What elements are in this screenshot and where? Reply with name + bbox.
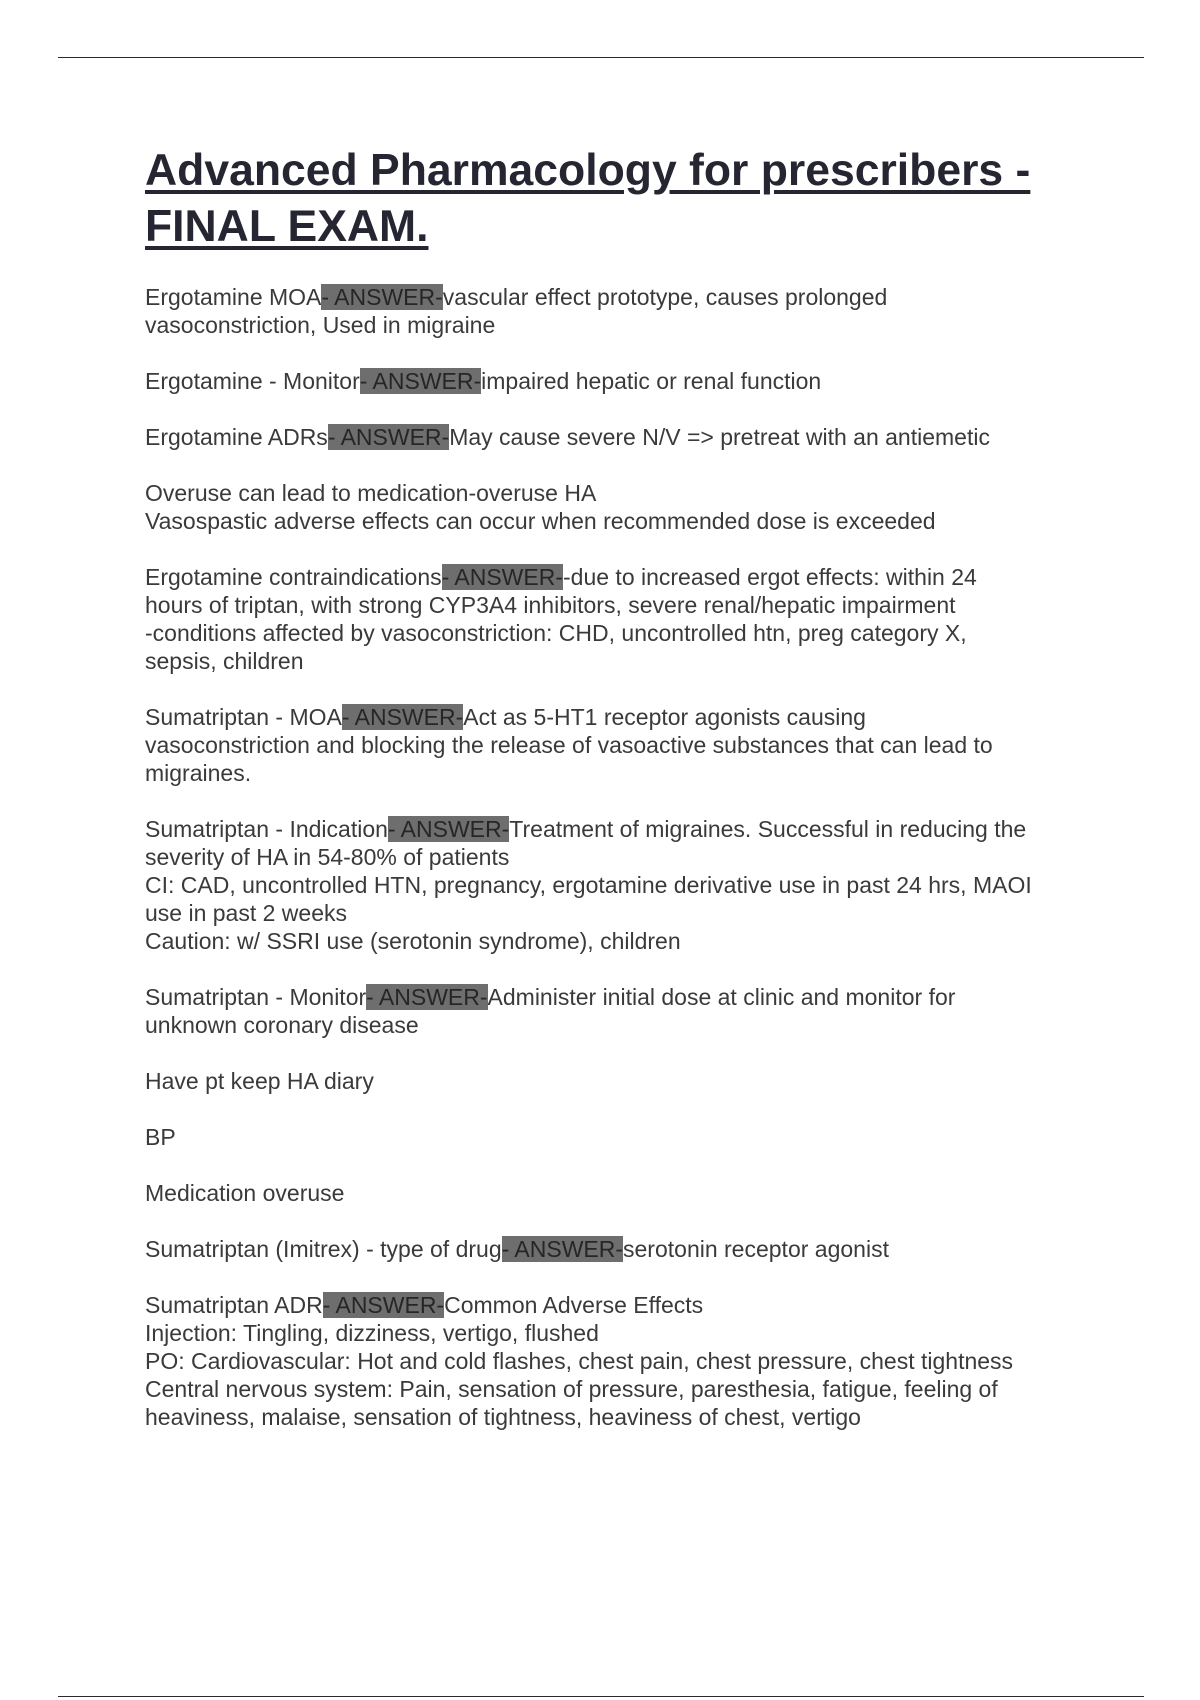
qa-entry xyxy=(145,283,1085,339)
answer-line: Injection: Tingling, dizziness, vertigo, flushed xyxy=(145,1320,599,1346)
answer-line: -conditions affected by vasoconstriction: CHD, uncontrolled htn, preg category X, xyxy=(145,620,967,646)
question-line xyxy=(145,367,1085,395)
question-line xyxy=(145,1291,1085,1319)
answer-line: use in past 2 weeks xyxy=(145,900,348,926)
answer-text: May cause severe N/V => pretreat with an antiemetic xyxy=(449,424,990,450)
answer-marker: - ANSWER- xyxy=(359,368,482,394)
answer-text: Administer initial dose at clinic and monitor for xyxy=(487,984,956,1010)
answer-line: severity of HA in 54-80% of patients xyxy=(145,844,510,870)
question-text: Sumatriptan (Imitrex) - type of drug xyxy=(145,1236,502,1262)
answer-line: vasoconstriction and blocking the release of vasoactive substances that can lead to xyxy=(145,732,993,758)
answer-line: sepsis, children xyxy=(145,648,304,674)
note-line: Medication overuse xyxy=(145,1180,345,1206)
answer-marker: - ANSWER- xyxy=(441,564,563,590)
qa-entry xyxy=(145,1235,1085,1263)
bottom-rule xyxy=(58,1696,1144,1697)
qa-entry xyxy=(145,703,1085,787)
question-text: Sumatriptan - Indication xyxy=(145,816,388,842)
note-entry xyxy=(145,479,1085,535)
document-body xyxy=(145,143,1085,1459)
answer-line: heaviness, malaise, sensation of tightness, heaviness of chest, vertigo xyxy=(145,1404,861,1430)
qa-list xyxy=(145,283,1085,1431)
question-line xyxy=(145,703,1085,731)
answer-text: serotonin receptor agonist xyxy=(623,1236,889,1262)
qa-entry xyxy=(145,815,1085,955)
document-title: Advanced Pharmacology for prescribers -FINAL EXAM. xyxy=(145,146,1031,251)
qa-entry xyxy=(145,423,1085,451)
question-text: Sumatriptan ADR xyxy=(145,1292,323,1318)
question-line xyxy=(145,815,1085,843)
question-line xyxy=(145,563,1085,591)
answer-marker: - ANSWER- xyxy=(366,984,488,1010)
top-rule xyxy=(58,57,1144,58)
qa-entry xyxy=(145,1291,1085,1431)
answer-marker: - ANSWER- xyxy=(501,1236,624,1262)
answer-text: Treatment of migraines. Successful in reducing the xyxy=(509,816,1027,842)
note-entry xyxy=(145,1123,1085,1151)
answer-line: vasoconstriction, Used in migraine xyxy=(145,312,496,338)
note-entry xyxy=(145,1179,1085,1207)
note-entry xyxy=(145,1067,1085,1095)
question-line xyxy=(145,283,1085,311)
answer-line: Central nervous system: Pain, sensation of pressure, paresthesia, fatigue, feeling of xyxy=(145,1376,998,1402)
note-line: Overuse can lead to medication-overuse HA xyxy=(145,480,597,506)
question-text: Ergotamine MOA xyxy=(145,284,322,310)
answer-line: hours of triptan, with strong CYP3A4 inhibitors, severe renal/hepatic impairment xyxy=(145,592,956,618)
answer-marker: - ANSWER- xyxy=(327,424,450,450)
answer-line: CI: CAD, uncontrolled HTN, pregnancy, ergotamine derivative use in past 24 hrs, MAOI xyxy=(145,872,1032,898)
note-line: Vasospastic adverse effects can occur when recommended dose is exceeded xyxy=(145,508,936,534)
note-line: Have pt keep HA diary xyxy=(145,1068,374,1094)
question-line xyxy=(145,983,1085,1011)
answer-text: vascular effect prototype, causes prolonged xyxy=(442,284,888,310)
question-text: Sumatriptan - MOA xyxy=(145,704,342,730)
answer-line: migraines. xyxy=(145,760,252,786)
question-line xyxy=(145,1235,1085,1263)
answer-text: Common Adverse Effects xyxy=(444,1292,704,1318)
qa-entry xyxy=(145,563,1085,675)
question-text: Sumatriptan - Monitor xyxy=(145,984,367,1010)
question-text: Ergotamine contraindications xyxy=(145,564,442,590)
qa-entry xyxy=(145,983,1085,1039)
note-line: BP xyxy=(145,1124,176,1150)
answer-text: Act as 5-HT1 receptor agonists causing xyxy=(463,704,866,730)
qa-entry xyxy=(145,367,1085,395)
answer-marker: - ANSWER- xyxy=(322,1292,445,1318)
question-text: Ergotamine - Monitor xyxy=(145,368,360,394)
answer-line: unknown coronary disease xyxy=(145,1012,419,1038)
answer-marker: - ANSWER- xyxy=(341,704,464,730)
answer-text: impaired hepatic or renal function xyxy=(481,368,822,394)
question-text: Ergotamine ADRs xyxy=(145,424,328,450)
answer-marker: - ANSWER- xyxy=(321,284,443,310)
answer-marker: - ANSWER- xyxy=(387,816,510,842)
answer-line: Caution: w/ SSRI use (serotonin syndrome), children xyxy=(145,928,681,954)
answer-text: -due to increased ergot effects: within 24 xyxy=(563,564,977,590)
answer-line: PO: Cardiovascular: Hot and cold flashes, chest pain, chest pressure, chest tightness xyxy=(145,1348,1014,1374)
question-line xyxy=(145,423,1085,451)
